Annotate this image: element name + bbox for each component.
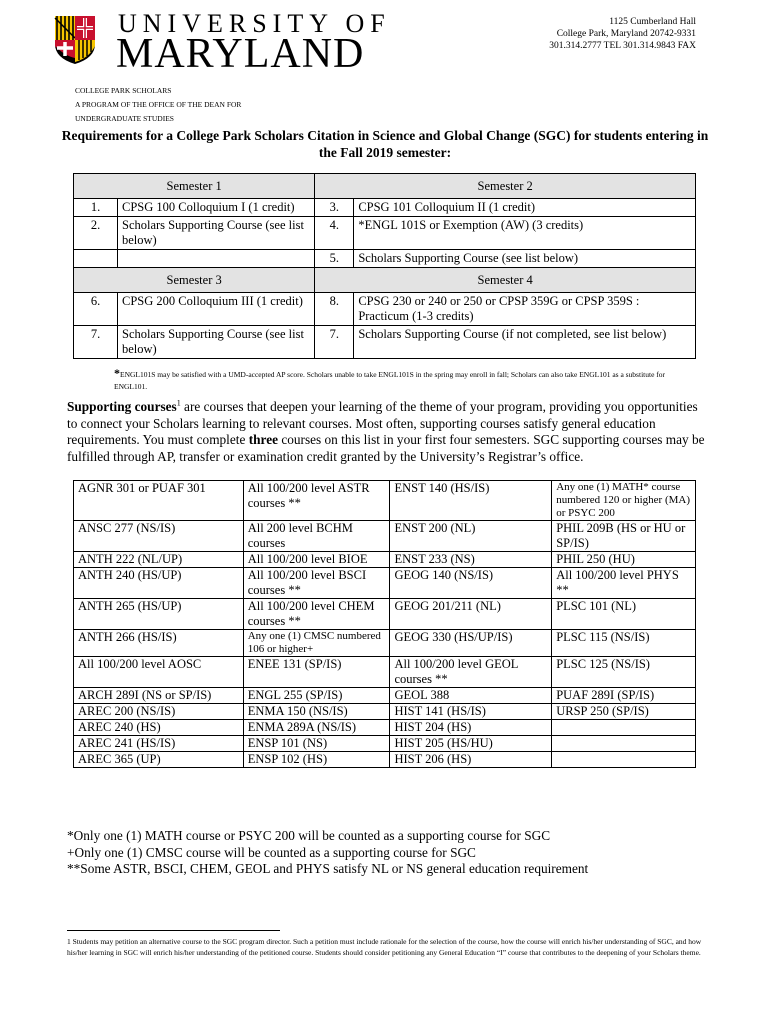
course-cell: PUAF 289I (SP/IS) bbox=[552, 688, 696, 704]
paragraph-text: are courses that deepen your learning of the theme of your program, providing you opportunities to connect your Scholars learning to relevant courses. Most often, supporting courses satisfy general education requirements. You must complete bbox=[67, 399, 698, 447]
course-cell bbox=[552, 736, 696, 752]
program-line: A PROGRAM OF THE OFFICE OF THE DEAN FOR bbox=[75, 100, 242, 109]
course-cell: PLSC 115 (NS/IS) bbox=[552, 630, 696, 657]
page-footnote: 1 Students may petition an alternative course to the SGC program director. Such a petition must include rationale for the selection of the course, how the course will enrich his/her understanding of SGC, and how his/her learning in SGC will enrich his/her understanding of the petitioned course. Students should consider petitioning any General Education “I” course that contributes to the deepening of your Scholars theme. bbox=[67, 937, 702, 957]
semester-1-header: Semester 1 bbox=[74, 174, 315, 199]
course-cell: GEOG 140 (NS/IS) bbox=[390, 568, 552, 599]
maryland-flag-logo bbox=[53, 14, 97, 66]
program-line: COLLEGE PARK SCHOLARS bbox=[75, 86, 172, 95]
requirement-course: Scholars Supporting Course (see list below) bbox=[118, 326, 315, 359]
course-cell: AREC 240 (HS) bbox=[74, 720, 244, 736]
semester-3-header: Semester 3 bbox=[74, 268, 315, 293]
supporting-courses-paragraph bbox=[67, 399, 707, 465]
course-cell: All 100/200 level PHYS ** bbox=[552, 568, 696, 599]
course-cell: ENST 140 (HS/IS) bbox=[390, 481, 552, 521]
footnotes bbox=[67, 828, 588, 878]
note-asterisk: * bbox=[114, 366, 120, 380]
engl-note bbox=[114, 367, 674, 393]
three-emphasis: three bbox=[248, 432, 278, 447]
course-row bbox=[74, 568, 696, 599]
maryland-wordmark: MARYLAND bbox=[116, 31, 365, 77]
requirement-number: 4. bbox=[315, 217, 354, 250]
course-cell: ANSC 277 (NS/IS) bbox=[74, 521, 244, 552]
course-cell: HIST 206 (HS) bbox=[390, 752, 552, 768]
course-cell: GEOL 388 bbox=[390, 688, 552, 704]
course-row bbox=[74, 599, 696, 630]
course-cell: ANTH 265 (HS/UP) bbox=[74, 599, 244, 630]
note-text: ENGL101S may be satisfied with a UMD-accepted AP score. Scholars unable to take ENGL101S in the spring may enroll in fall; Scholars can also take ENGL101 as a substitute for ENGL101. bbox=[114, 370, 666, 391]
course-cell: Any one (1) MATH* course numbered 120 or higher (MA) or PSYC 200 bbox=[552, 481, 696, 521]
supporting-courses-lead: Supporting courses bbox=[67, 399, 177, 414]
requirement-number: 6. bbox=[74, 293, 118, 326]
requirement-number: 2. bbox=[74, 217, 118, 250]
footnote-line: +Only one (1) CMSC course will be counted as a supporting course for SGC bbox=[67, 844, 476, 860]
course-cell: ENST 233 (NS) bbox=[390, 552, 552, 568]
requirement-course: *ENGL 101S or Exemption (AW) (3 credits) bbox=[354, 217, 696, 250]
requirement-course: CPSG 230 or 240 or 250 or CPSP 359G or CPSP 359S : Practicum (1-3 credits) bbox=[354, 293, 696, 326]
requirement-course bbox=[118, 250, 315, 268]
course-row bbox=[74, 630, 696, 657]
course-cell: PLSC 125 (NS/IS) bbox=[552, 657, 696, 688]
page-title: Requirements for a College Park Scholars Citation in Science and Global Change (SGC) for students entering in the Fall 2019 semester: bbox=[61, 128, 709, 160]
requirement-course: CPSG 100 Colloquium I (1 credit) bbox=[118, 199, 315, 217]
requirement-row bbox=[74, 326, 696, 359]
course-row bbox=[74, 720, 696, 736]
requirement-course: CPSG 200 Colloquium III (1 credit) bbox=[118, 293, 315, 326]
course-cell bbox=[552, 720, 696, 736]
address-line: College Park, Maryland 20742-9331 bbox=[556, 29, 696, 39]
course-row bbox=[74, 688, 696, 704]
course-cell: ENGL 255 (SP/IS) bbox=[243, 688, 390, 704]
program-line: UNDERGRADUATE STUDIES bbox=[75, 114, 174, 123]
paragraph-text: courses on this list in your first four semesters. SGC supporting courses may be fulfilled through AP, transfer or examination credit granted by the University’s Registrar’s office. bbox=[67, 432, 705, 464]
course-cell: All 100/200 level AOSC bbox=[74, 657, 244, 688]
course-cell: All 200 level BCHM courses bbox=[243, 521, 390, 552]
program-block bbox=[75, 84, 241, 126]
course-cell: All 100/200 level ASTR courses ** bbox=[243, 481, 390, 521]
course-cell: Any one (1) CMSC numbered 106 or higher+ bbox=[243, 630, 390, 657]
semester-4-header: Semester 4 bbox=[315, 268, 696, 293]
requirement-course: Scholars Supporting Course (see list below) bbox=[118, 217, 315, 250]
course-cell bbox=[552, 752, 696, 768]
course-cell: ENST 200 (NL) bbox=[390, 521, 552, 552]
course-cell: HIST 205 (HS/HU) bbox=[390, 736, 552, 752]
course-cell: HIST 141 (HS/IS) bbox=[390, 704, 552, 720]
supporting-courses-table bbox=[73, 480, 696, 768]
requirement-number: 7. bbox=[74, 326, 118, 359]
requirement-number: 5. bbox=[315, 250, 354, 268]
requirement-number: 1. bbox=[74, 199, 118, 217]
footnote-divider bbox=[67, 930, 280, 931]
course-cell: AREC 365 (UP) bbox=[74, 752, 244, 768]
course-row bbox=[74, 752, 696, 768]
footnote-line: **Some ASTR, BSCI, CHEM, GEOL and PHYS satisfy NL or NS general education requirement bbox=[67, 861, 589, 876]
course-cell: All 100/200 level BIOE bbox=[243, 552, 390, 568]
course-cell: ENSP 102 (HS) bbox=[243, 752, 390, 768]
course-row bbox=[74, 704, 696, 720]
course-cell: ENSP 101 (NS) bbox=[243, 736, 390, 752]
footnote-marker: 1 bbox=[176, 398, 181, 408]
course-cell: ARCH 289I (NS or SP/IS) bbox=[74, 688, 244, 704]
requirement-row bbox=[74, 250, 696, 268]
requirement-row bbox=[74, 199, 696, 217]
course-cell: AREC 200 (NS/IS) bbox=[74, 704, 244, 720]
course-row bbox=[74, 481, 696, 521]
requirement-course: Scholars Supporting Course (see list below) bbox=[354, 250, 696, 268]
course-cell: HIST 204 (HS) bbox=[390, 720, 552, 736]
footnote-line: *Only one (1) MATH course or PSYC 200 will be counted as a supporting course for SGC bbox=[67, 828, 551, 843]
course-cell: GEOG 201/211 (NL) bbox=[390, 599, 552, 630]
course-cell: PHIL 209B (HS or HU or SP/IS) bbox=[552, 521, 696, 552]
course-row bbox=[74, 657, 696, 688]
requirement-row bbox=[74, 293, 696, 326]
course-cell: PLSC 101 (NL) bbox=[552, 599, 696, 630]
course-cell: ENMA 289A (NS/IS) bbox=[243, 720, 390, 736]
course-cell: AREC 241 (HS/IS) bbox=[74, 736, 244, 752]
course-cell: PHIL 250 (HU) bbox=[552, 552, 696, 568]
address-block bbox=[549, 16, 696, 52]
course-cell: All 100/200 level GEOL courses ** bbox=[390, 657, 552, 688]
requirement-number: 7. bbox=[315, 326, 354, 359]
requirement-row bbox=[74, 217, 696, 250]
address-line: 301.314.2777 TEL 301.314.9843 FAX bbox=[549, 41, 696, 51]
requirement-course: Scholars Supporting Course (if not completed, see list below) bbox=[354, 326, 696, 359]
course-cell: ANTH 222 (NL/UP) bbox=[74, 552, 244, 568]
course-cell: ENMA 150 (NS/IS) bbox=[243, 704, 390, 720]
course-cell: URSP 250 (SP/IS) bbox=[552, 704, 696, 720]
course-cell: All 100/200 level BSCI courses ** bbox=[243, 568, 390, 599]
university-of-wordmark: UNIVERSITY OF bbox=[118, 9, 391, 38]
course-row bbox=[74, 552, 696, 568]
address-line: 1125 Cumberland Hall bbox=[609, 17, 696, 27]
course-cell: ANTH 240 (HS/UP) bbox=[74, 568, 244, 599]
course-cell: AGNR 301 or PUAF 301 bbox=[74, 481, 244, 521]
course-cell: All 100/200 level CHEM courses ** bbox=[243, 599, 390, 630]
course-cell: GEOG 330 (HS/UP/IS) bbox=[390, 630, 552, 657]
requirements-table bbox=[73, 173, 696, 359]
course-row bbox=[74, 736, 696, 752]
requirement-number: 3. bbox=[315, 199, 354, 217]
requirement-course: CPSG 101 Colloquium II (1 credit) bbox=[354, 199, 696, 217]
course-cell: ANTH 266 (HS/IS) bbox=[74, 630, 244, 657]
requirement-number bbox=[74, 250, 118, 268]
course-row bbox=[74, 521, 696, 552]
requirement-number: 8. bbox=[315, 293, 354, 326]
semester-2-header: Semester 2 bbox=[315, 174, 696, 199]
course-cell: ENEE 131 (SP/IS) bbox=[243, 657, 390, 688]
